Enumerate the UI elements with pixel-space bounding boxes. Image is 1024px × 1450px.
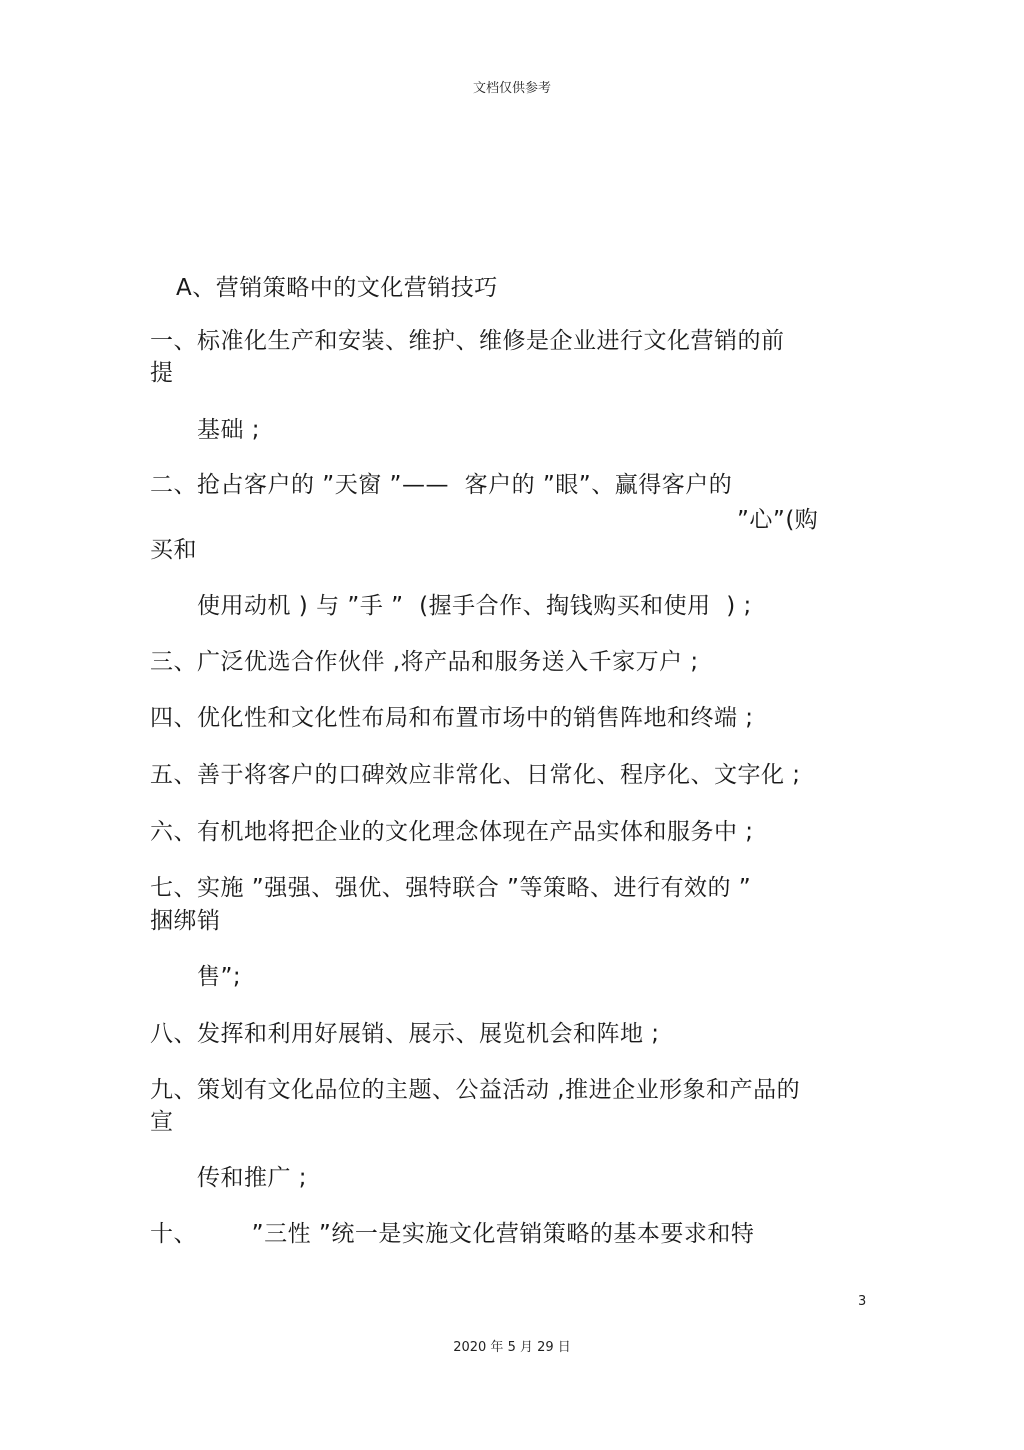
item-7-line-3: 售”; xyxy=(197,964,242,990)
page-footer-date: 2020 年 5 月 29 日 xyxy=(453,1340,571,1355)
item-5: 五、善于将客户的口碑效应非常化、日常化、程序化、文字化 ; xyxy=(150,762,801,788)
page-header: 文档仅供参考 xyxy=(472,81,551,96)
item-2-line-3: 买和 xyxy=(150,537,197,563)
item-2-line-1: 二、抢占客户的 ”天窗 ”—— 客户的 ”眼”、赢得客户的 xyxy=(150,472,733,498)
item-7-line-2: 捆绑销 xyxy=(150,908,221,934)
item-2-line-4: 使用动机 ) 与 ”手 ” (握手合作、掏钱购买和使用 ) ; xyxy=(197,593,752,619)
item-8: 八、发挥和利用好展销、展示、展览机会和阵地 ; xyxy=(150,1021,660,1047)
item-4: 四、优化性和文化性布局和布置市场中的销售阵地和终端 ; xyxy=(150,705,754,731)
item-3: 三、广泛优选合作伙伴 ,将产品和服务送入千家万户 ; xyxy=(150,649,699,675)
item-7-line-1: 七、实施 ”强强、强优、强特联合 ”等策略、进行有效的 ” xyxy=(150,875,752,901)
item-1-line-2: 提 xyxy=(150,360,174,386)
item-9-line-3: 传和推广 ; xyxy=(197,1165,308,1191)
item-6: 六、有机地将把企业的文化理念体现在产品实体和服务中 ; xyxy=(150,819,754,845)
item-9-line-1: 九、策划有文化品位的主题、公益活动 ,推进企业形象和产品的 xyxy=(150,1077,801,1103)
page-number: 3 xyxy=(858,1294,867,1309)
item-1-line-3: 基础 ; xyxy=(197,417,261,443)
item-10: 十、 ”三性 ”统一是实施文化营销策略的基本要求和特 xyxy=(150,1221,755,1247)
item-9-line-2: 宣 xyxy=(150,1109,174,1135)
item-2-line-2: ”心”(购 xyxy=(737,507,819,533)
item-1-line-1: 一、标准化生产和安装、维护、维修是企业进行文化营销的前 xyxy=(150,328,785,354)
section-heading: A、营销策略中的文化营销技巧 xyxy=(176,275,498,301)
